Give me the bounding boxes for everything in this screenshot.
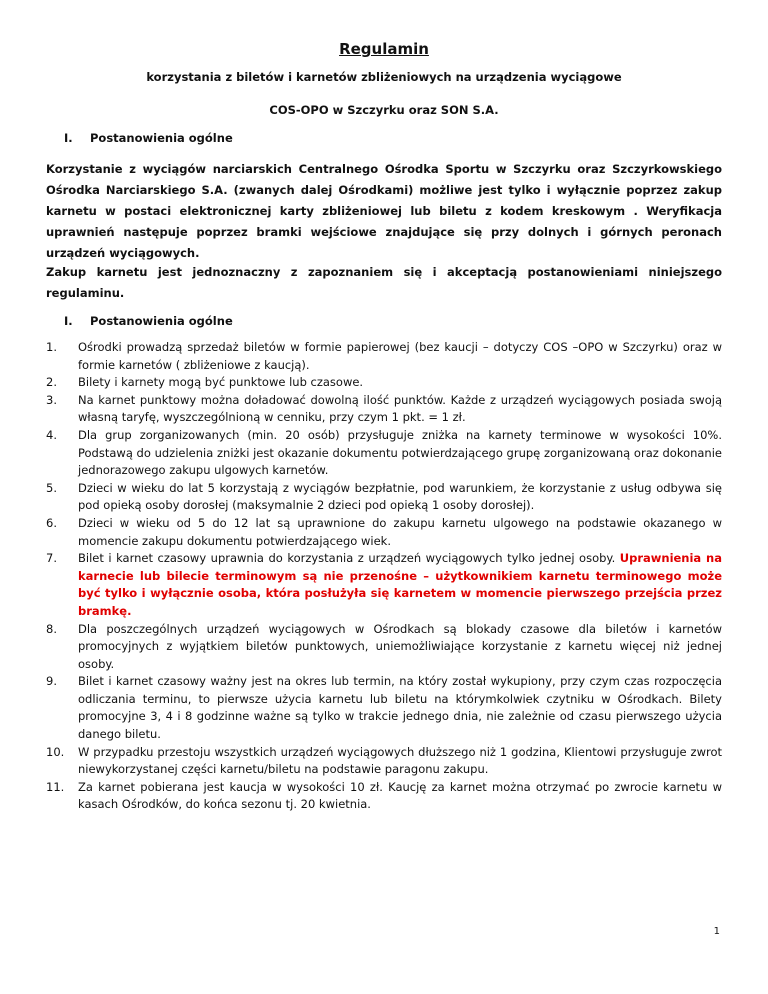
list-item: 2. Bilety i karnety mogą być punktowe lub czasowe. — [46, 375, 364, 390]
list-item: 8. Dla poszczególnych urządzeń wyciągowych w Ośrodkach są blokady czasowe dla biletów i karnetów promocyjnych z wyjątkiem biletów punktowych, uniemożliwiające korzystanie z karnetu więcej niż jednej osoby. — [46, 621, 722, 671]
rules-list — [46, 339, 722, 814]
list-item: 10. W przypadku przestoju wszystkich urządzeń wyciągowych dłuższego niż 1 godzina, Klientowi przysługuje zwrot niewykorzystanej części karnetu/biletu na podstawie paragonu zakupu. — [46, 744, 722, 777]
section-number: I. — [64, 131, 73, 145]
acceptance-paragraph: Zakup karnetu jest jednoznaczny z zapoznaniem się i akceptacją postanowieniami niniejszego regulaminu. — [46, 265, 722, 300]
section-heading — [64, 131, 233, 145]
section-heading-2 — [64, 314, 233, 328]
document-title: Regulamin — [339, 40, 429, 58]
document-subtitle-organizers: COS-OPO w Szczyrku oraz SON S.A. — [269, 103, 499, 117]
document-subtitle: korzystania z biletów i karnetów zbliżeniowych na urządzenia wyciągowe — [146, 70, 622, 84]
page-number: 1 — [713, 926, 720, 937]
list-item: 1. Ośrodki prowadzą sprzedaż biletów w formie papierowej (bez kaucji – dotyczy COS –OPO w Szczyrku) oraz w formie karnetów ( zbliżeniowe z kaucją). — [46, 340, 722, 372]
list-item: 4. Dla grup zorganizowanych (min. 20 osób) przysługuje zniżka na karnety terminowe w wysokości 10%. Podstawą do udzielenia zniżki jest okazanie dokumentu potwierdzającego grupę zorganizowaną oraz dokonanie jednorazowego zakupu ulgowych karnetów. — [46, 427, 722, 478]
highlighted-rule: Uprawnienia na karnecie lub bilecie terminowym są nie przenośne – użytkownikiem karnetu terminowego może być tylko i wyłącznie osoba, która posłużyła się karnetem w momencie pierwszego przejścia przez bramkę. — [78, 551, 723, 618]
section-title: Postanowienia ogólne — [90, 314, 233, 328]
list-item: 7. Bilet i karnet czasowy uprawnia do korzystania z urządzeń wyciągowych tylko jednej osoby. Uprawnienia na karnecie lub bilecie terminowym są nie przenośne – użytkownikiem karnetu terminowego może być tylko i wyłącznie osoba, która posłużyła się karnetem w momencie pierwszego przejścia przez bramkę. — [46, 551, 723, 618]
list-item: 6. Dzieci w wieku od 5 do 12 lat są uprawnione do zakupu karnetu ulgowego na podstawie okazanego w momencie zakupu dokumentu potwierdzającego wiek. — [46, 515, 722, 548]
section-title: Postanowienia ogólne — [90, 131, 233, 145]
list-item: 5. Dzieci w wieku do lat 5 korzystają z wyciągów bezpłatnie, pod warunkiem, że korzystanie z usług odbywa się pod opieką osoby dorosłej (maksymalnie 2 dzieci pod opieką 1 osoby dorosłej). — [46, 480, 722, 513]
intro-paragraph: Korzystanie z wyciągów narciarskich Centralnego Ośrodka Sportu w Szczyrku oraz Szczyrkowskiego Ośrodka Narciarskiego S.A. (zwanych dalej Ośrodkami) możliwe jest tylko i wyłącznie poprzez zakup karnetu w postaci elektronicznej karty zbliżeniowej lub biletu z kodem kreskowym . Weryfikacja uprawnień następuje poprzez bramki wejściowe znajdujące się przy dolnych i górnych peronach urządzeń wyciągowych. — [46, 162, 722, 260]
section-number: I. — [64, 314, 73, 328]
list-item: 11. Za karnet pobierana jest kaucja w wysokości 10 zł. Kaucję za karnet można otrzymać po zwrocie karnetu w kasach Ośrodków, do końca sezonu tj. 20 kwietnia. — [46, 779, 722, 812]
list-item: 3. Na karnet punktowy można doładować dowolną ilość punktów. Każde z urządzeń wyciągowych posiada swoją własną taryfę, wyszczególnioną w cenniku, przy czym 1 pkt. = 1 zł. — [46, 392, 722, 425]
list-item: 9. Bilet i karnet czasowy ważny jest na okres lub termin, na który został wykupiony, przy czym czas rozpoczęcia odliczania terminu, to pierwsze użycia karnetu lub biletu na którymkolwiek czytniku w Ośrodkach. Bilety promocyjne 3, 4 i 8 godzinne ważne są tylko w trakcie jednego dnia, nie zależnie od czasu pierwszego użycia danego biletu. — [46, 674, 722, 742]
